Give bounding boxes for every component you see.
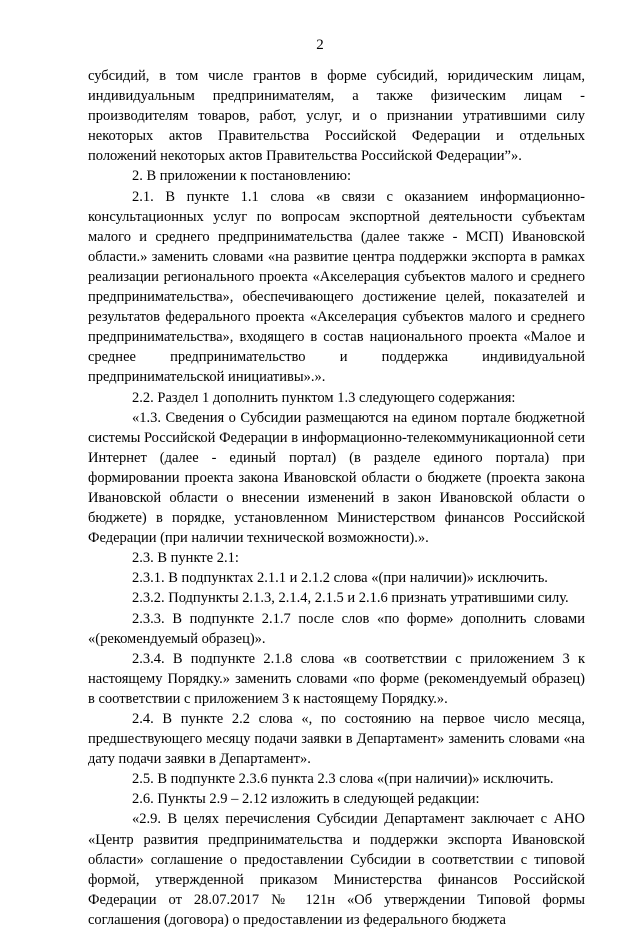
paragraph-item-2-4: 2.4. В пункте 2.2 слова «, по состоянию на первое число месяца, предшествующего месяцу подачи заявки в Департамент» заменить словами «на дату подачи заявки в Департамент». — [88, 711, 585, 768]
paragraph-item-2-2: 2.2. Раздел 1 дополнить пунктом 1.3 следующего содержания: — [132, 389, 516, 406]
document-body — [88, 66, 585, 930]
paragraph-item-2-3-3: 2.3.3. В подпункте 2.1.7 после слов «по форме» дополнить словами «(рекомендуемый образец)». — [88, 610, 585, 647]
page-number: 2 — [316, 37, 324, 53]
paragraph-item-2: 2. В приложении к постановлению: — [132, 168, 352, 185]
paragraph-item-2-1: 2.1. В пункте 1.1 слова «в связи с оказанием информационно-консультационных услуг по вопросам экспортной деятельности субъектам малого и среднего предпринимательства (далее также - МСП) Ивановской области.» заменить словами «на развитие центра поддержки экспорта в рамках реализации регионального проекта «Акселерация субъектов малого и среднего предпринимательства», обеспечивающего достижение целей, показателей и результатов федерального проекта «Акселерация субъектов малого и среднего предпринимательства», входящего в состав национального проекта «Малое и среднее предпринимательство и поддержка индивидуальной предпринимательской инициативы».». — [88, 188, 585, 386]
paragraph-item-2-3: 2.3. В пункте 2.1: — [132, 550, 239, 567]
paragraph-item-2-3-1: 2.3.1. В подпунктах 2.1.1 и 2.1.2 слова «(при наличии)» исключить. — [132, 570, 548, 587]
paragraph-item-2-5: 2.5. В подпункте 2.3.6 пункта 2.3 слова «(при наличии)» исключить. — [132, 771, 554, 788]
paragraph-item-2-6: 2.6. Пункты 2.9 – 2.12 изложить в следующей редакции: — [132, 791, 480, 808]
paragraph-item-2-3-2: 2.3.2. Подпункты 2.1.3, 2.1.4, 2.1.5 и 2.1.6 признать утратившими силу. — [132, 590, 569, 607]
paragraph-continuation: субсидий, в том числе грантов в форме субсидий, юридическим лицам, индивидуальным предпринимателям, а также физическим лицам - производителям товаров, работ, услуг, и о признании утратившими силу некоторых актов Правительства Российской Федерации и отдельных положений некоторых актов Правительства Российской Федерации”». — [88, 68, 585, 165]
paragraph-item-2-3-4: 2.3.4. В подпункте 2.1.8 слова «в соответствии с приложением 3 к настоящему Порядку.» заменить словами «по форме (рекомендуемый образец) в соответствии с приложением 3 к настоящему Порядку.». — [88, 650, 585, 707]
paragraph-item-1-3: «1.3. Сведения о Субсидии размещаются на едином портале бюджетной системы Российской Федерации в информационно-телекоммуникационной сети Интернет (далее - единый портал) (в разделе единого портала) при формировании проекта закона Ивановской области о бюджете (проекта закона Ивановской области о внесении изменений в закон Ивановской области о бюджете) в порядке, установленном Министерством финансов Российской Федерации (при наличии технической возможности).». — [88, 409, 585, 547]
paragraph-item-2-9: «2.9. В целях перечисления Субсидии Департамент заключает с АНО «Центр развития предпринимательства и поддержки экспорта Ивановской области» соглашение о предоставлении Субсидии в соответствии с типовой формой, утвержденной приказом Министерства финансов Российской Федерации от 28.07.2017 № 121н «Об утверждении Типовой формы соглашения (договора) о предоставлении из федерального бюджета — [88, 811, 585, 928]
